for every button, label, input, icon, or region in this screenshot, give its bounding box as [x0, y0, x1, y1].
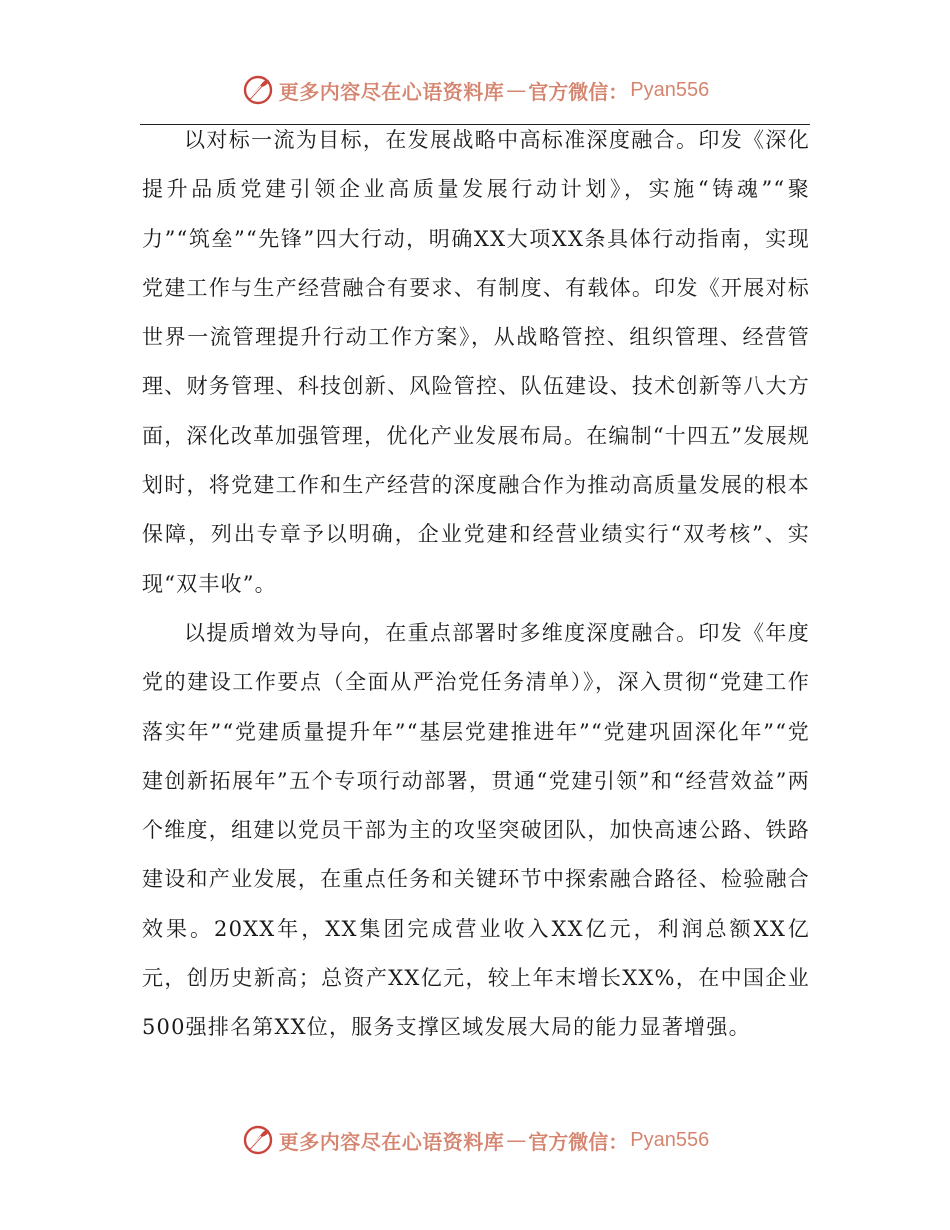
banner-dash: — — [506, 78, 527, 102]
footer-wechat-id: Pyan556 — [630, 1128, 710, 1151]
banner-brand-text: 更多内容尽在心语资料库 — [278, 79, 505, 104]
footer-dash: — — [506, 1128, 527, 1152]
banner-wechat-id: Pyan556 — [630, 78, 710, 101]
paragraph-2: 以提质增效为导向，在重点部署时多维度深度融合。印发《年度党的建设工作要点（全面从严治党任务清单）》，深入贯彻“党建工作落实年”“党建质量提升年”“基层党建推进年”“党建巩固深化年”“党建创新拓展年”五个专项行动部署，贯通“党建引领”和“经营效益”两个维度，组建以党员干部为主的攻坚突破团队，加快高速公路、铁路建设和产业发展，在重点任务和关键环节中探索融合路径、检验融合效果。20XX年，XX集团完成营业收入XX亿元，利润总额XX亿元，创历史新高；总资产XX亿元，较上年末增长XX%，在中国企业500强排名第XX位，服务支撑区域发展大局的能力显著增强。 — [142, 620, 810, 1040]
document-body — [142, 116, 810, 1053]
footer-brand-text: 更多内容尽在心语资料库 — [278, 1129, 505, 1154]
banner-official-label: 官方微信： — [528, 79, 629, 104]
header-banner — [0, 70, 950, 110]
quill-pen-circle-icon — [241, 73, 275, 107]
footer-official-label: 官方微信： — [528, 1129, 629, 1154]
quill-pen-circle-icon — [241, 1123, 275, 1157]
paragraph-1: 以对标一流为目标，在发展战略中高标准深度融合。印发《深化提升品质党建引领企业高质量发展行动计划》，实施“铸魂”“聚力”“筑垒”“先锋”四大行动，明确XX大项XX条具体行动指南，实现党建工作与生产经营融合有要求、有制度、有载体。印发《开展对标世界一流管理提升行动工作方案》，从战略管控、组织管理、经营管理、财务管理、科技创新、风险管控、队伍建设、技术创新等八大方面，深化改革加强管理，优化产业发展布局。在编制“十四五”发展规划时，将党建工作和生产经营的深度融合作为推动高质量发展的根本保障，列出专章予以明确，企业党建和经营业绩实行“双考核”、实现“双丰收”。 — [142, 128, 810, 596]
footer-banner — [0, 1120, 950, 1160]
